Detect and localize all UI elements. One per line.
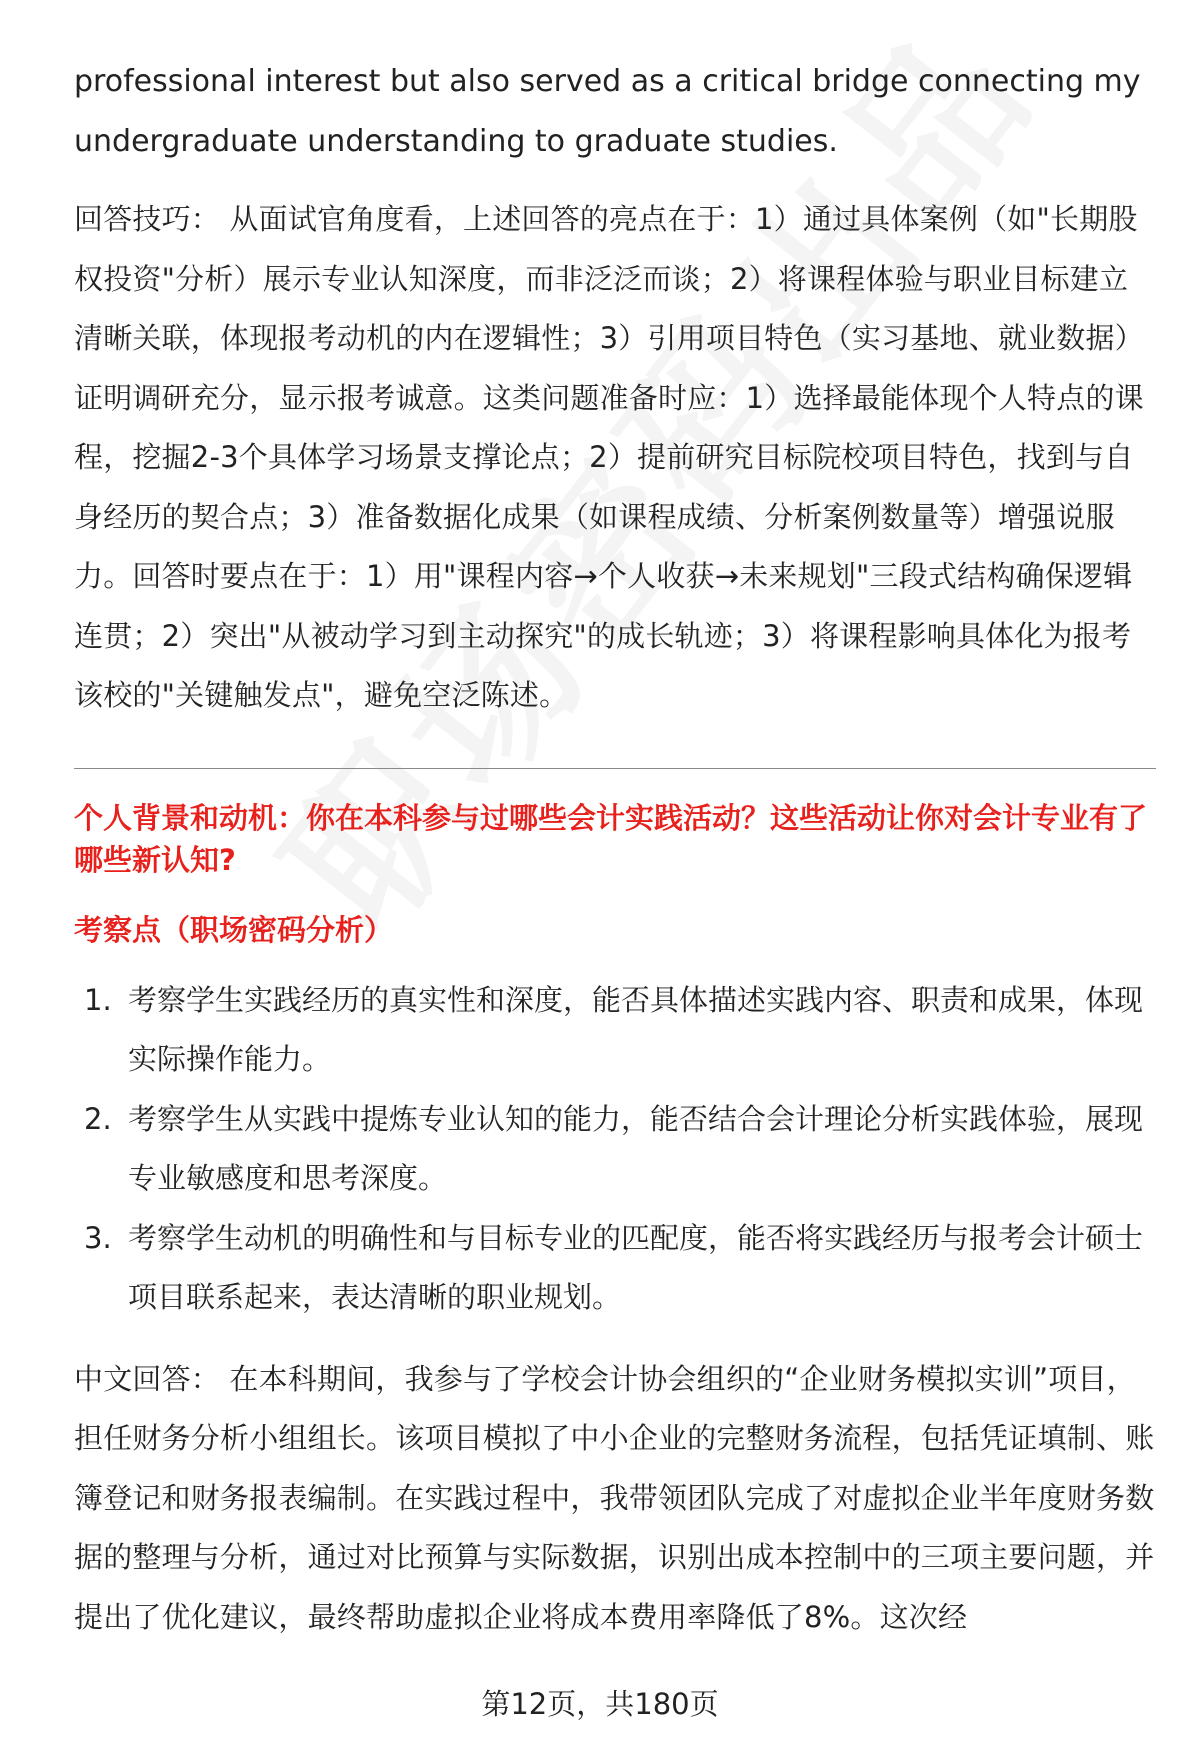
list-item — [74, 971, 1156, 1090]
document-page — [74, 52, 1156, 1647]
intro-line-2: undergraduate understanding to graduate studies. — [74, 124, 838, 159]
intro-line-1: professional interest but also served as a critical bridge connecting my — [74, 64, 1141, 99]
section-divider — [74, 768, 1156, 769]
list-number: 1. — [84, 982, 112, 1017]
list-number: 3. — [84, 1220, 112, 1255]
page-number-footer: 第12页，共180页 — [481, 1687, 719, 1721]
list-item — [74, 1090, 1156, 1209]
answer-tips-paragraph: 回答技巧： 从面试官角度看，上述回答的亮点在于：1）通过具体案例（如"长期股权投资"分析）展示专业认知深度，而非泛泛而谈；2）将课程体验与职业目标建立清晰关联，体现报考动机的内在逻辑性；3）引用项目特色（实习基地、就业数据）证明调研充分，显示报考诚意。这类问题准备时应：1）选择最能体现个人特点的课程，挖掘2-3个具体学习场景支撑论点；2）提前研究目标院校项目特色，找到与自身经历的契合点；3）准备数据化成果（如课程成绩、分析案例数量等）增强说服力。回答时要点在于：1）用"课程内容→个人收获→未来规划"三段式结构确保逻辑连贯；2）突出"从被动学习到主动探究"的成长轨迹；3）将课程影响具体化为报考该校的"关键触发点"，避免空泛陈述。 — [74, 202, 1144, 712]
question-title: 个人背景和动机：你在本科参与过哪些会计实践活动？这些活动让你对会计专业有了哪些新认知? — [74, 800, 1148, 877]
chinese-answer-paragraph: 中文回答： 在本科期间，我参与了学校会计协会组织的“企业财务模拟实训”项目，担任财务分析小组组长。该项目模拟了中小企业的完整财务流程，包括凭证填制、账簿登记和财务报表编制。在实践过程中，我带领团队完成了对虚拟企业半年度财务数据的整理与分析，通过对比预算与实际数据，识别出成本控制中的三项主要问题，并提出了优化建议，最终帮助虚拟企业将成本费用率降低了8%。这次经 — [74, 1361, 1155, 1634]
assessment-subtitle: 考察点（职场密码分析） — [74, 912, 394, 947]
assessment-points-list — [74, 971, 1156, 1328]
list-item-text: 考察学生实践经历的真实性和深度，能否具体描述实践内容、职责和成果，体现实际操作能力。 — [128, 982, 1144, 1076]
list-item-text: 考察学生从实践中提炼专业认知的能力，能否结合会计理论分析实践体验，展现专业敏感度和思考深度。 — [128, 1101, 1144, 1195]
list-item-text: 考察学生动机的明确性和与目标专业的匹配度，能否将实践经历与报考会计硕士项目联系起来，表达清晰的职业规划。 — [128, 1220, 1144, 1314]
list-number: 2. — [84, 1101, 112, 1136]
list-item — [74, 1209, 1156, 1328]
